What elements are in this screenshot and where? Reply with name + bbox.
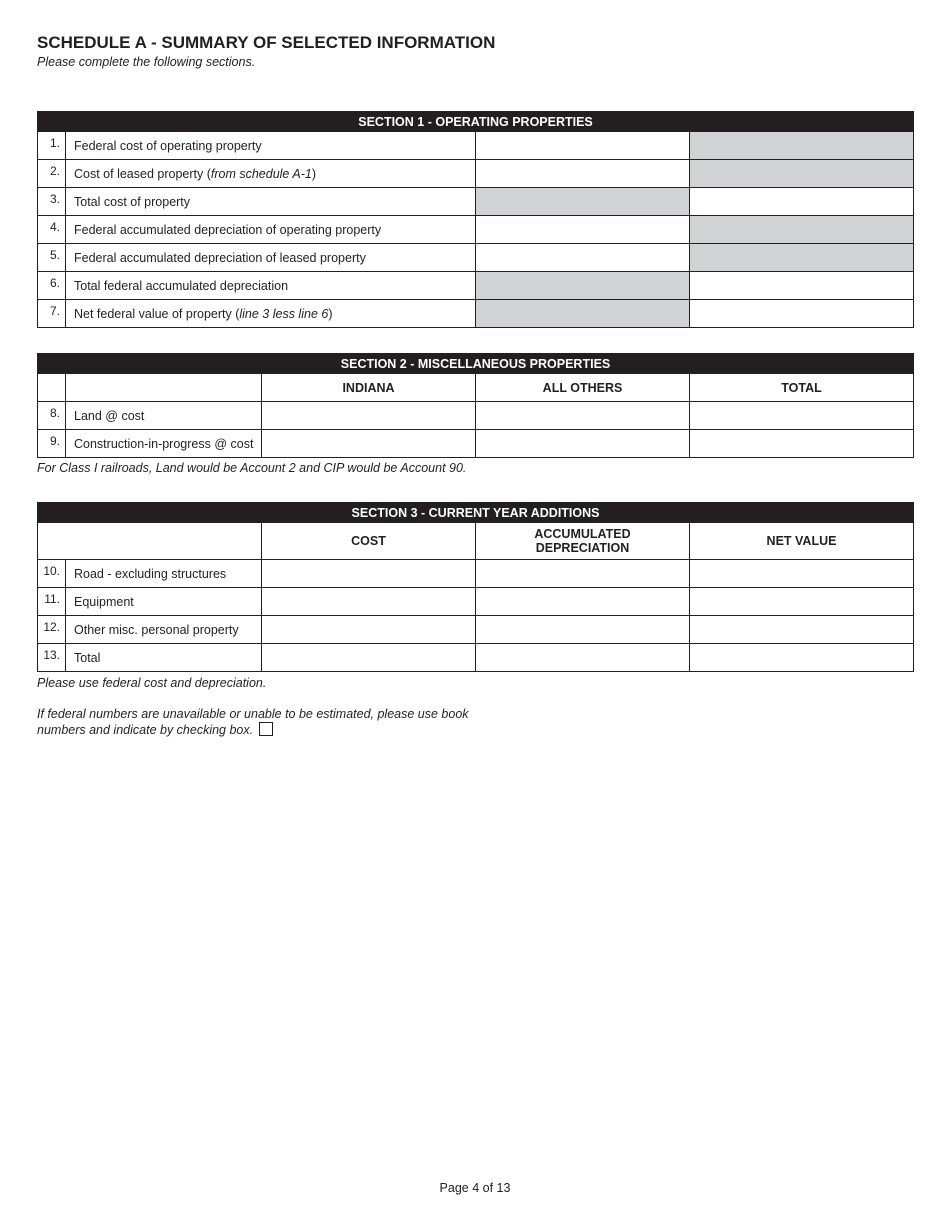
equipment-net-value-field[interactable] — [690, 588, 914, 616]
column-header-row — [38, 523, 914, 560]
cip-indiana-field[interactable] — [262, 430, 476, 458]
row-label: Construction-in-progress @ cost — [66, 430, 262, 458]
section-3-note: Please use federal cost and depreciation. — [37, 676, 267, 690]
section-3-header: SECTION 3 - CURRENT YEAR ADDITIONS — [38, 503, 914, 523]
row-number: 2. — [49, 163, 60, 178]
section-1-table — [37, 111, 914, 328]
shaded-cell — [690, 132, 914, 160]
shaded-cell — [690, 244, 914, 272]
line-4-amount-field[interactable] — [476, 216, 690, 244]
page-subtitle: Please complete the following sections. — [37, 55, 256, 69]
other-depreciation-field[interactable] — [476, 616, 690, 644]
row-label: Federal accumulated depreciation of leased property — [66, 244, 476, 272]
land-indiana-field[interactable] — [262, 402, 476, 430]
row-number: 9. — [49, 433, 60, 448]
section-1-header: SECTION 1 - OPERATING PROPERTIES — [38, 112, 914, 132]
table-row — [38, 132, 914, 160]
section-2-header: SECTION 2 - MISCELLANEOUS PROPERTIES — [38, 354, 914, 374]
section-2-note: For Class I railroads, Land would be Account 2 and CIP would be Account 90. — [37, 461, 467, 475]
row-number: 13. — [43, 647, 60, 662]
total-net-value-field[interactable] — [690, 644, 914, 672]
row-number: 4. — [49, 219, 60, 234]
table-row — [38, 616, 914, 644]
section-2-table — [37, 353, 914, 458]
table-row — [38, 560, 914, 588]
page-title: SCHEDULE A - SUMMARY OF SELECTED INFORMATION — [37, 33, 496, 52]
equipment-cost-field[interactable] — [262, 588, 476, 616]
row-number: 5. — [49, 247, 60, 262]
shaded-cell — [476, 272, 690, 300]
line-3-total-field[interactable] — [690, 188, 914, 216]
row-label: Federal accumulated depreciation of operating property — [66, 216, 476, 244]
line-1-amount-field[interactable] — [476, 132, 690, 160]
other-cost-field[interactable] — [262, 616, 476, 644]
table-row — [38, 430, 914, 458]
shaded-cell — [476, 188, 690, 216]
line-7-net-value-field[interactable] — [690, 300, 914, 328]
book-numbers-checkbox[interactable] — [259, 722, 273, 736]
other-net-value-field[interactable] — [690, 616, 914, 644]
table-row — [38, 244, 914, 272]
row-label: Road - excluding structures — [66, 560, 262, 588]
row-number: 12. — [43, 619, 60, 634]
table-row — [38, 402, 914, 430]
table-row — [38, 588, 914, 616]
book-numbers-note: If federal numbers are unavailable or unable to be estimated, please use book numbers and indicate by checking box. — [37, 707, 469, 737]
row-number: 6. — [49, 275, 60, 290]
cip-all-others-field[interactable] — [476, 430, 690, 458]
land-total-field[interactable] — [690, 402, 914, 430]
column-header-all-others: ALL OTHERS — [476, 374, 690, 402]
row-label: Cost of leased property (from schedule A-1) — [66, 160, 476, 188]
section-3-table — [37, 502, 914, 672]
row-label: Equipment — [66, 588, 262, 616]
road-depreciation-field[interactable] — [476, 560, 690, 588]
page-number: Page 4 of 13 — [439, 1181, 511, 1195]
table-row — [38, 300, 914, 328]
column-header-accumulated-depreciation: ACCUMULATED DEPRECIATION — [476, 523, 690, 560]
row-label: Federal cost of operating property — [66, 132, 476, 160]
line-6-total-field[interactable] — [690, 272, 914, 300]
row-label: Land @ cost — [66, 402, 262, 430]
row-number: 11. — [44, 591, 60, 606]
shaded-cell — [690, 216, 914, 244]
column-header-cost: COST — [262, 523, 476, 560]
row-number: 7. — [49, 303, 60, 318]
table-row — [38, 272, 914, 300]
column-header-net-value: NET VALUE — [690, 523, 914, 560]
cip-total-field[interactable] — [690, 430, 914, 458]
row-label: Other misc. personal property — [66, 616, 262, 644]
column-header-indiana: INDIANA — [262, 374, 476, 402]
row-number: 10. — [43, 563, 60, 578]
land-all-others-field[interactable] — [476, 402, 690, 430]
equipment-depreciation-field[interactable] — [476, 588, 690, 616]
road-net-value-field[interactable] — [690, 560, 914, 588]
column-header-row — [38, 374, 914, 402]
row-number: 8. — [49, 405, 60, 420]
total-depreciation-field[interactable] — [476, 644, 690, 672]
line-2-amount-field[interactable] — [476, 160, 690, 188]
table-row — [38, 160, 914, 188]
row-label: Total cost of property — [66, 188, 476, 216]
table-row — [38, 216, 914, 244]
shaded-cell — [690, 160, 914, 188]
row-label: Net federal value of property (line 3 less line 6) — [66, 300, 476, 328]
row-number: 1. — [49, 135, 60, 150]
table-row — [38, 644, 914, 672]
row-label: Total federal accumulated depreciation — [66, 272, 476, 300]
total-cost-field[interactable] — [262, 644, 476, 672]
row-number: 3. — [49, 191, 60, 206]
column-header-total: TOTAL — [690, 374, 914, 402]
table-row — [38, 188, 914, 216]
row-label: Total — [66, 644, 262, 672]
line-5-amount-field[interactable] — [476, 244, 690, 272]
shaded-cell — [476, 300, 690, 328]
road-cost-field[interactable] — [262, 560, 476, 588]
